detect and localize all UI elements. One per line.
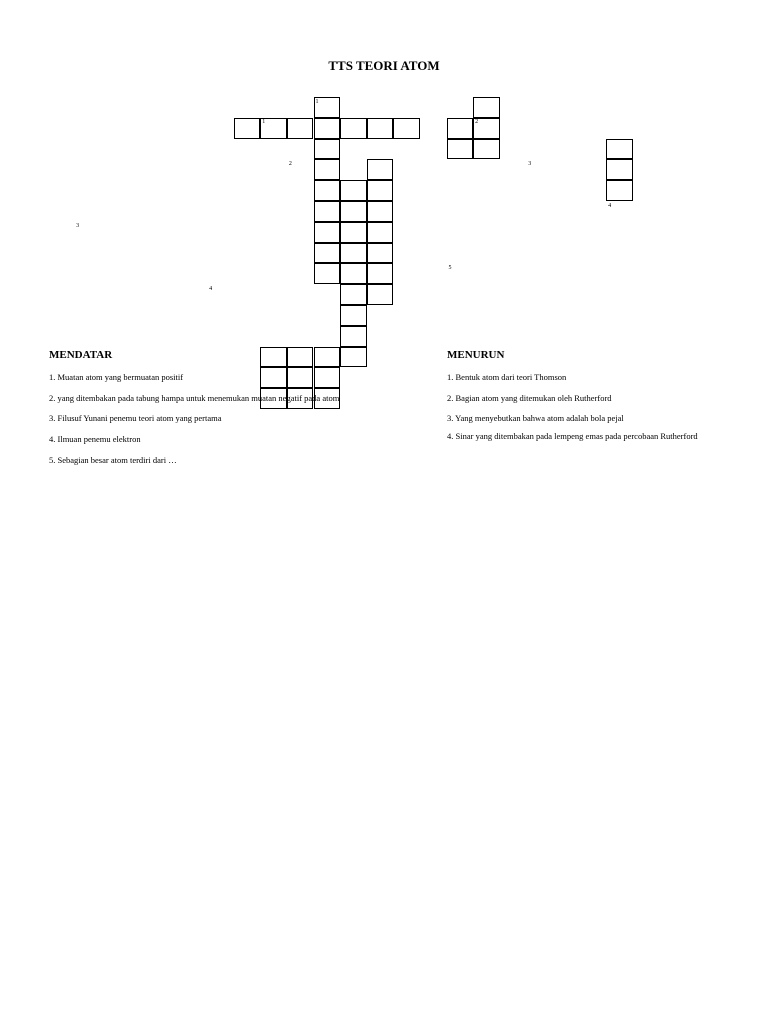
mendatar-clue: 3. Filusuf Yunani penemu teori atom yang pertama [49, 413, 222, 423]
crossword-cell[interactable] [314, 263, 341, 284]
crossword-cell[interactable] [314, 367, 341, 388]
crossword-cell[interactable] [367, 284, 394, 305]
crossword-cell[interactable] [340, 263, 367, 284]
mendatar-clue: 1. Muatan atom yang bermuatan positif [49, 372, 184, 382]
mendatar-clue: 4. Ilmuan penemu elektron [49, 434, 141, 444]
crossword-cell[interactable] [234, 118, 261, 139]
crossword-cell[interactable] [367, 118, 394, 139]
crossword-cell[interactable] [606, 159, 633, 180]
crossword-cell[interactable] [314, 180, 341, 201]
mendatar-clue: 2. yang ditembakan pada tabung hampa untuk menemukan muatan negatif pada atom [49, 393, 340, 403]
cell-number: 4 [608, 202, 612, 209]
crossword-cell[interactable] [340, 222, 367, 243]
crossword-cell[interactable] [473, 97, 500, 118]
menurun-heading: MENURUN [447, 349, 505, 361]
page-title: TTS TEORI ATOM [328, 58, 440, 73]
crossword-cell[interactable] [367, 243, 394, 264]
crossword-cell[interactable] [340, 243, 367, 264]
menurun-clue: 3. Yang menyebutkan bahwa atom adalah bola pejal [447, 413, 624, 423]
crossword-cell[interactable] [287, 347, 314, 368]
crossword-cell[interactable] [340, 347, 367, 368]
cell-number: 1 [262, 119, 266, 126]
crossword-cell[interactable] [447, 118, 474, 139]
cell-number: 5 [448, 264, 452, 271]
crossword-cell[interactable] [314, 347, 341, 368]
crossword-cell[interactable] [340, 180, 367, 201]
crossword-cell[interactable] [367, 180, 394, 201]
crossword-cell[interactable] [314, 201, 341, 222]
crossword-cell[interactable] [340, 118, 367, 139]
crossword-cell[interactable] [340, 305, 367, 326]
crossword-cell[interactable] [367, 201, 394, 222]
menurun-clue: 1. Bentuk atom dari teori Thomson [447, 372, 567, 382]
crossword-cell[interactable] [287, 367, 314, 388]
crossword-cell[interactable] [367, 263, 394, 284]
cell-number: 2 [475, 119, 479, 126]
crossword-cell[interactable] [314, 222, 341, 243]
crossword-cell[interactable] [340, 284, 367, 305]
crossword-grid [0, 0, 768, 330]
crossword-cell[interactable] [314, 118, 341, 139]
crossword-cell[interactable] [606, 139, 633, 160]
mendatar-clue: 5. Sebagian besar atom terdiri dari … [49, 455, 177, 465]
crossword-cell[interactable] [473, 139, 500, 160]
crossword-cell[interactable] [367, 222, 394, 243]
crossword-cell[interactable] [314, 243, 341, 264]
menurun-clue: 4. Sinar yang ditembakan pada lempeng emas pada percobaan Rutherford [447, 431, 698, 441]
crossword-cell[interactable] [393, 118, 420, 139]
crossword-cell[interactable] [606, 180, 633, 201]
cell-number: 3 [76, 223, 80, 230]
crossword-cell[interactable] [340, 326, 367, 347]
cell-number: 4 [209, 285, 213, 292]
mendatar-heading: MENDATAR [49, 349, 113, 361]
crossword-cell[interactable] [260, 367, 287, 388]
crossword-cell[interactable] [447, 139, 474, 160]
crossword-cell[interactable] [340, 201, 367, 222]
crossword-cell[interactable] [314, 139, 341, 160]
cell-number: 1 [315, 98, 319, 105]
cell-number: 3 [528, 160, 532, 167]
cell-number: 2 [288, 160, 292, 167]
crossword-cell[interactable] [314, 159, 341, 180]
crossword-cell[interactable] [367, 159, 394, 180]
crossword-cell[interactable] [287, 118, 314, 139]
menurun-clue: 2. Bagian atom yang ditemukan oleh Rutherford [447, 393, 612, 403]
crossword-cell[interactable] [260, 347, 287, 368]
